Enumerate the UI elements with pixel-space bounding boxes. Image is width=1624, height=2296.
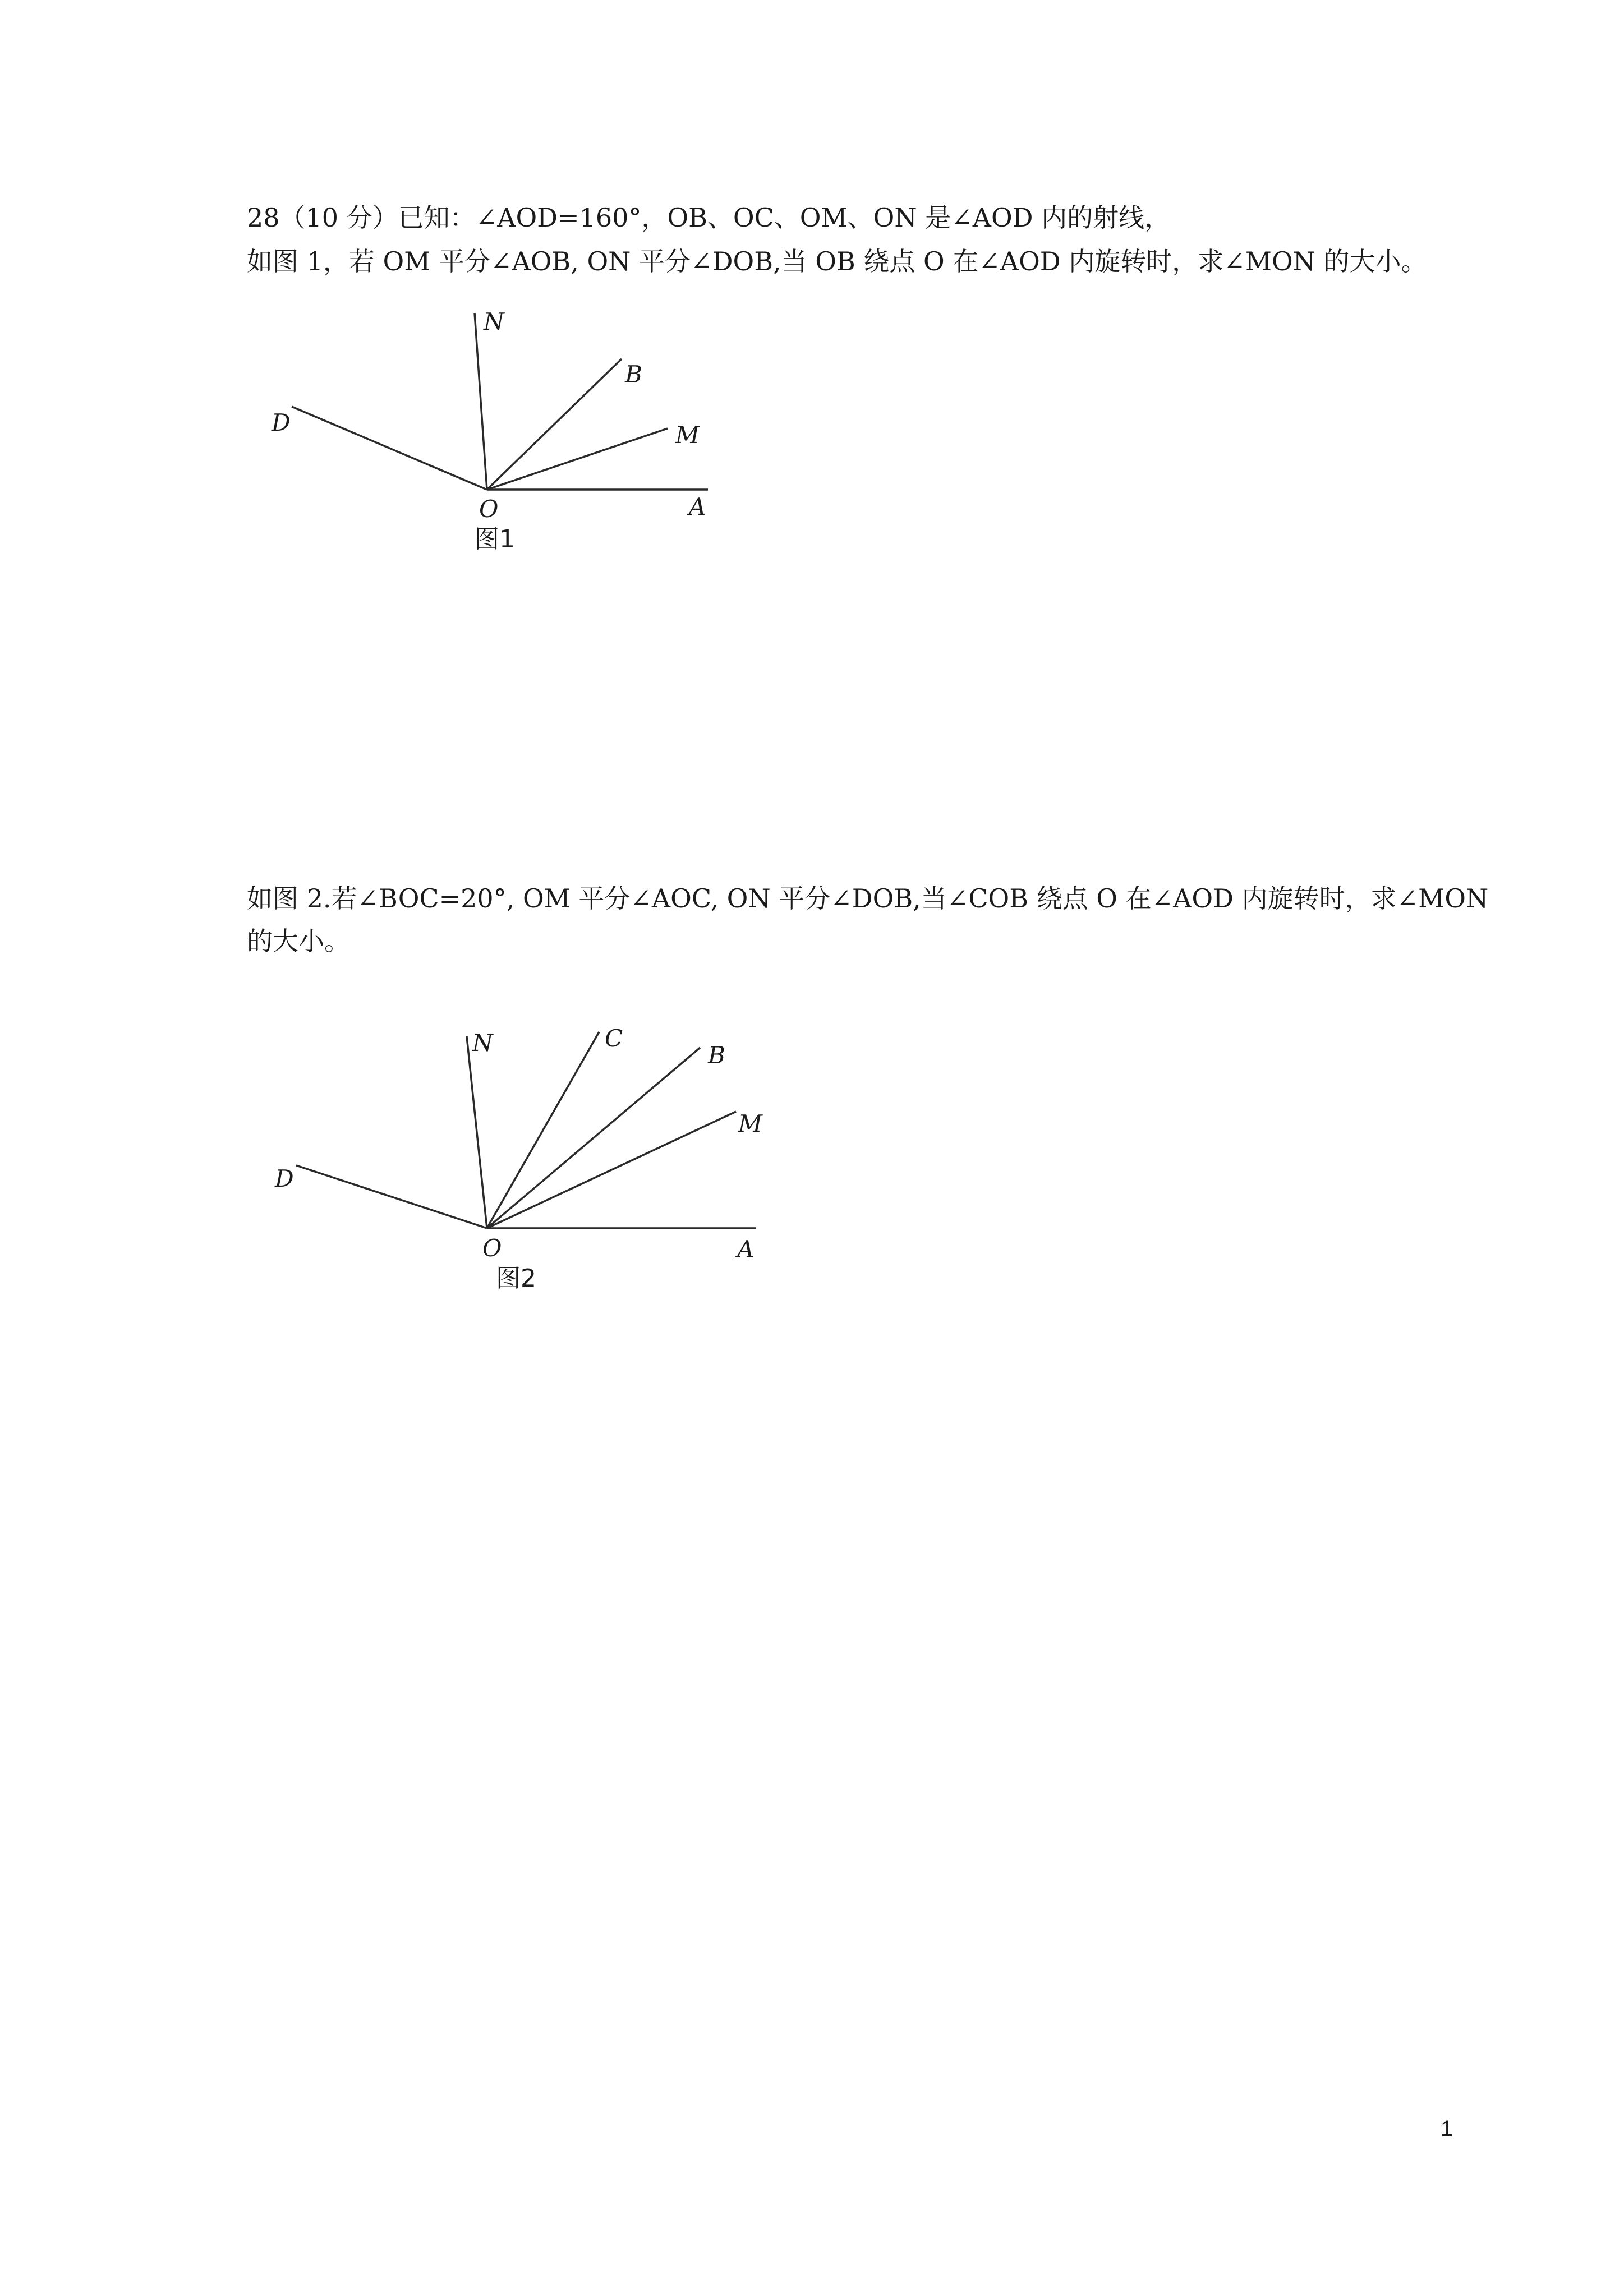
label-c: C [605, 1025, 623, 1052]
ray-oc [487, 1032, 599, 1228]
figure-1-caption: 图1 [475, 525, 515, 554]
label-o: O [482, 1234, 502, 1262]
label-a: A [737, 1235, 755, 1263]
label-d: D [272, 409, 291, 436]
figure-2-caption: 图2 [496, 1264, 536, 1293]
label-n: N [472, 1029, 493, 1057]
ray-ob [487, 359, 622, 490]
question-1-text: 如图 1，若 OM 平分∠AOB, ON 平分∠DOB,当 OB 绕点 O 在∠AOD 内旋转时，求∠MON 的大小。 [247, 246, 1427, 276]
label-o: O [479, 495, 499, 523]
label-m: M [675, 421, 700, 449]
ray-om [487, 1112, 736, 1228]
label-b: B [708, 1041, 725, 1069]
ray-on [467, 1036, 487, 1228]
label-a: A [689, 493, 706, 520]
ray-od [296, 1165, 487, 1228]
page-number: 1 [1441, 2117, 1453, 2141]
ray-on [475, 313, 487, 490]
ray-om [487, 428, 668, 490]
problem-intro-line: 28（10 分）已知：∠AOD=160°，OB、OC、OM、ON 是∠AOD 内的射线， [247, 202, 1171, 233]
question-2-text-continued: 的大小。 [247, 926, 350, 956]
ray-ob [487, 1048, 700, 1228]
label-n: N [484, 308, 504, 335]
label-b: B [625, 361, 642, 388]
label-m: M [738, 1110, 763, 1137]
label-d: D [275, 1165, 294, 1192]
question-2-text: 如图 2.若∠BOC=20°, OM 平分∠AOC, ON 平分∠DOB,当∠COB 绕点 O 在∠AOD 内旋转时，求∠MON [247, 883, 1489, 914]
ray-od [292, 407, 487, 490]
